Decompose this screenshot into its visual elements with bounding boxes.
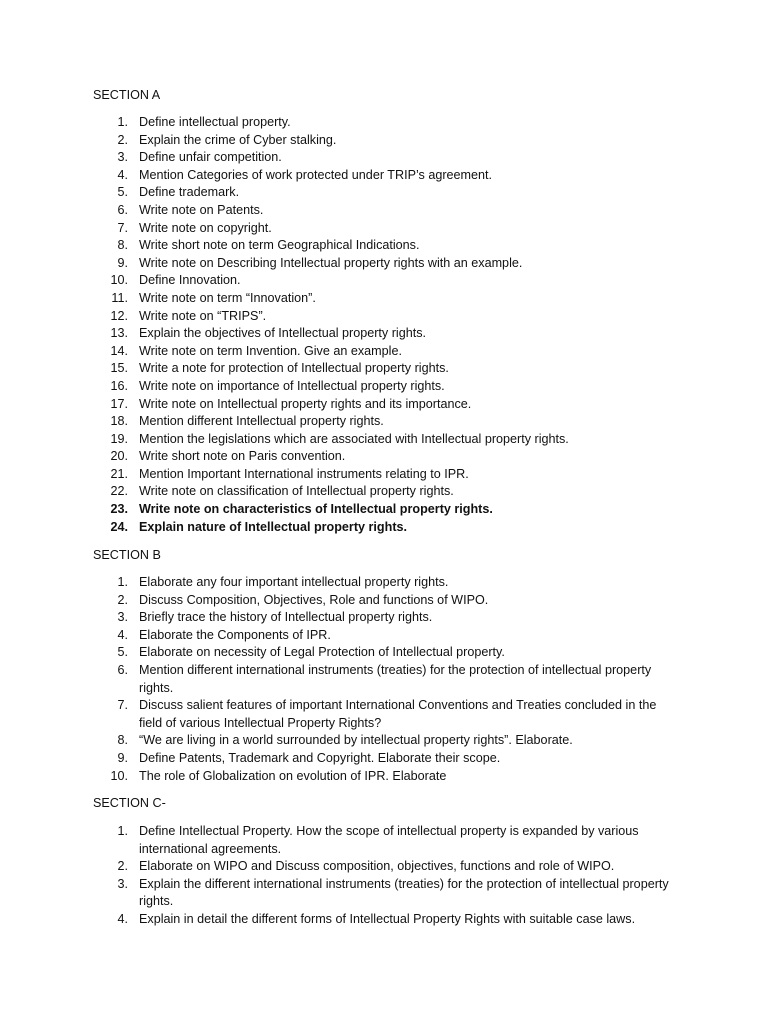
question-number: 18. [110,414,128,429]
question-number: 9. [117,255,128,270]
question-text: Define trademark. [139,185,240,200]
question-item [0,448,679,466]
question-number: 19. [110,431,128,446]
question-item [0,501,679,519]
question-number: 4. [117,627,128,642]
question-text: Write short note on Paris convention. [139,449,346,464]
question-text: Explain the crime of Cyber stalking. [139,132,337,147]
section-c-question-list [0,823,679,929]
question-number: 7. [117,698,128,713]
question-number: 17. [110,396,128,411]
question-item [0,167,679,185]
question-item [0,114,679,132]
question-text: Mention Important International instruments relating to IPR. [139,466,469,481]
question-item [0,255,679,273]
question-item [0,378,679,396]
question-text: The role of Globalization on evolution of IPR. Elaborate [139,768,447,783]
question-number: 5. [117,645,128,660]
section-b-heading: SECTION B [93,548,161,562]
question-item [0,858,679,876]
question-item [0,202,679,220]
section-a-question-list [0,114,679,536]
question-item [0,662,679,697]
question-number: 21. [110,466,128,481]
question-number: 24. [110,519,128,534]
question-number: 1. [117,575,128,589]
question-item [0,592,679,610]
question-item [0,132,679,150]
question-text: Discuss Composition, Objectives, Role and functions of WIPO. [139,592,489,607]
section-c-heading: SECTION C- [93,796,166,810]
question-number: 20. [110,449,128,464]
question-text: Define unfair competition. [139,150,282,165]
question-number: 7. [117,220,128,235]
question-item [0,911,679,929]
question-item [0,483,679,501]
question-item [0,519,679,537]
question-text: “We are living in a world surrounded by intellectual property rights”. Elaborate. [139,733,573,748]
question-item [0,644,679,662]
question-number: 15. [110,361,128,376]
question-number: 8. [117,238,128,253]
question-item [0,466,679,484]
question-number: 3. [117,610,128,625]
question-text: Write note on importance of Intellectual property rights. [139,378,445,393]
question-text: Mention Categories of work protected under TRIP’s agreement. [139,167,493,182]
question-item [0,750,679,768]
question-item [0,876,679,911]
question-text: Define intellectual property. [139,115,291,129]
question-item [0,290,679,308]
question-item [0,823,679,858]
question-item [0,431,679,449]
question-number: 4. [117,167,128,182]
section-b-question-list [0,574,679,785]
question-number: 10. [110,273,128,288]
question-item [0,149,679,167]
question-number: 4. [117,911,128,926]
question-number: 2. [117,859,128,874]
question-item [0,396,679,414]
question-item [0,574,679,592]
question-number: 22. [110,484,128,499]
question-text: Define Intellectual Property. How the scope of intellectual property is expanded by various international agreements. [139,824,639,856]
question-item [0,343,679,361]
question-number: 11. [111,290,128,305]
question-number: 10. [110,768,128,783]
question-item [0,609,679,627]
question-number: 1. [117,824,128,838]
question-text: Mention different international instruments (treaties) for the protection of intellectual property rights. [139,662,652,695]
question-number: 16. [110,378,128,393]
question-item [0,413,679,431]
question-item [0,325,679,343]
question-text: Explain the different international instruments (treaties) for the protection of intellectual property rights. [139,876,669,909]
question-number: 12. [110,308,128,323]
question-text: Write note on Intellectual property rights and its importance. [139,396,472,411]
question-number: 13. [110,326,128,341]
question-item [0,184,679,202]
question-item [0,272,679,290]
question-number: 23. [110,502,128,517]
question-item [0,732,679,750]
question-text: Briefly trace the history of Intellectual property rights. [139,610,433,625]
question-item [0,697,679,732]
question-number: 6. [117,662,128,677]
question-item [0,237,679,255]
question-text: Mention different Intellectual property rights. [139,414,384,429]
question-text: Write note on Patents. [139,202,264,217]
question-text: Discuss salient features of important International Conventions and Treaties concluded in the field of various Intellectual Property Rights? [139,698,657,730]
section-a-heading: SECTION A [93,88,161,102]
question-number: 14. [110,343,128,358]
question-text: Write note on “TRIPS”. [139,308,267,323]
question-number: 5. [117,185,128,200]
question-number: 3. [117,876,128,891]
question-number: 1. [117,115,128,129]
question-number: 2. [117,132,128,147]
question-text: Write a note for protection of Intellectual property rights. [139,361,449,376]
question-text: Write short note on term Geographical Indications. [139,238,420,253]
question-text: Elaborate on necessity of Legal Protection of Intellectual property. [139,645,505,660]
question-text: Elaborate on WIPO and Discuss composition, objectives, functions and role of WIPO. [139,859,615,874]
question-number: 8. [117,733,128,748]
question-item [0,308,679,326]
question-number: 6. [117,202,128,217]
question-text: Explain in detail the different forms of Intellectual Property Rights with suitable case laws. [139,911,636,926]
question-text: Elaborate any four important intellectual property rights. [139,575,449,589]
question-text: Write note on term “Innovation”. [139,290,316,305]
question-text: Write note on Describing Intellectual property rights with an example. [139,255,523,270]
question-text: Explain nature of Intellectual property rights. [139,519,408,534]
question-text: Elaborate the Components of IPR. [139,627,331,642]
question-item [0,768,679,786]
question-text: Mention the legislations which are associated with Intellectual property rights. [139,431,569,446]
question-number: 9. [117,750,128,765]
question-item [0,360,679,378]
question-number: 2. [117,592,128,607]
question-text: Define Patents, Trademark and Copyright. Elaborate their scope. [139,750,501,765]
question-text: Write note on classification of Intellectual property rights. [139,484,454,499]
question-text: Write note on characteristics of Intellectual property rights. [139,502,493,517]
question-item [0,220,679,238]
question-text: Explain the objectives of Intellectual property rights. [139,326,427,341]
question-item [0,627,679,645]
question-number: 3. [117,150,128,165]
question-text: Write note on term Invention. Give an example. [139,343,402,358]
question-text: Define Innovation. [139,273,241,288]
question-text: Write note on copyright. [139,220,272,235]
